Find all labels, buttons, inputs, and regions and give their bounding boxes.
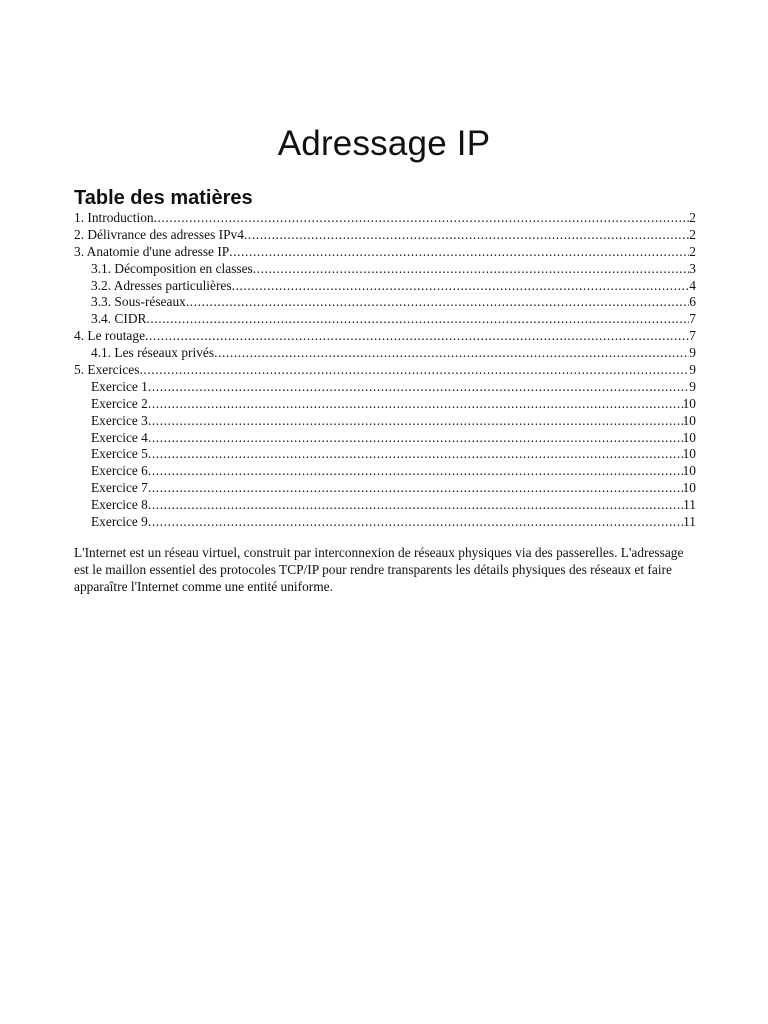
toc-dot-leader <box>139 362 689 379</box>
toc-dot-leader <box>148 463 683 480</box>
toc-dot-leader <box>148 396 683 413</box>
toc-entry-page-number: 9 <box>689 345 696 361</box>
toc-dot-leader <box>154 210 690 227</box>
toc-entry-page-number: 10 <box>682 395 696 411</box>
toc-dot-leader <box>253 261 690 278</box>
toc-entry-page-number: 9 <box>689 362 696 378</box>
toc-dot-leader <box>148 480 683 497</box>
toc-entry-page-number: 10 <box>682 480 696 496</box>
toc-entry-label: 1. Introduction <box>74 210 154 225</box>
toc-entry-page-number: 11 <box>683 497 696 513</box>
toc-entry-label: 3.2. Adresses particulières <box>91 277 232 293</box>
toc-dot-leader <box>148 514 683 531</box>
toc-entry-label: Exercice 7 <box>91 480 148 496</box>
toc-entry-page-number: 3 <box>689 260 696 276</box>
toc-dot-leader <box>244 227 689 244</box>
toc-entry-label: 2. Délivrance des adresses IPv4 <box>74 226 244 242</box>
toc-entry[interactable] <box>74 379 696 396</box>
toc-entry[interactable] <box>74 311 696 328</box>
toc-entry-page-number: 4 <box>689 277 696 293</box>
toc-dot-leader <box>148 497 683 514</box>
toc-entry[interactable] <box>74 463 696 480</box>
toc-entry-label: 3. Anatomie d'une adresse IP <box>74 243 230 259</box>
toc-entry[interactable] <box>74 514 696 531</box>
toc-entry-label: Exercice 8 <box>91 497 148 513</box>
toc-dot-leader <box>186 294 689 311</box>
toc-dot-leader <box>232 278 690 295</box>
table-of-contents <box>74 210 696 531</box>
toc-entry[interactable] <box>74 278 696 295</box>
toc-dot-leader <box>229 244 689 261</box>
toc-entry-label: Exercice 4 <box>91 429 148 445</box>
toc-entry[interactable] <box>74 261 696 278</box>
toc-entry[interactable] <box>74 210 696 227</box>
toc-entry[interactable] <box>74 430 696 447</box>
toc-entry-label: 3.1. Décomposition en classes <box>91 260 253 276</box>
toc-dot-leader <box>148 430 683 447</box>
toc-heading: Table des matières <box>74 187 253 209</box>
toc-entry-label: Exercice 5 <box>91 446 148 462</box>
toc-entry[interactable] <box>74 294 696 311</box>
toc-entry[interactable] <box>74 446 696 463</box>
toc-entry[interactable] <box>74 497 696 514</box>
toc-entry-label: 3.3. Sous-réseaux <box>91 294 186 310</box>
toc-entry[interactable] <box>74 413 696 430</box>
toc-entry[interactable] <box>74 244 696 261</box>
toc-entry-page-number: 7 <box>689 328 696 344</box>
toc-entry-page-number: 10 <box>682 446 696 462</box>
toc-entry-label: Exercice 9 <box>91 514 148 530</box>
toc-entry-page-number: 10 <box>682 429 696 445</box>
toc-entry[interactable] <box>74 227 696 244</box>
toc-entry-label: 3.4. CIDR <box>91 311 147 327</box>
toc-entry-label: 5. Exercices <box>74 362 140 378</box>
toc-entry-page-number: 11 <box>683 514 696 530</box>
toc-dot-leader <box>145 328 689 345</box>
toc-entry-page-number: 2 <box>689 243 696 259</box>
toc-entry-page-number: 2 <box>689 226 696 242</box>
toc-entry-page-number: 10 <box>682 463 696 479</box>
toc-entry-label: Exercice 6 <box>91 463 148 479</box>
toc-entry[interactable] <box>74 480 696 497</box>
toc-entry-page-number: 9 <box>689 378 696 394</box>
toc-dot-leader <box>148 413 683 430</box>
toc-entry-page-number: 10 <box>682 412 696 428</box>
toc-entry-label: 4.1. Les réseaux privés <box>91 345 215 361</box>
intro-paragraph: L'Internet est un réseau virtuel, construit par interconnexion de réseaux physiques via des passerelles. L'adressage est le maillon essentiel des protocoles TCP/IP pour rendre transparents les détails physiques des réseaux et faire apparaître l'Internet comme une entité uniforme. <box>74 545 684 594</box>
toc-entry-page-number: 2 <box>689 210 696 225</box>
toc-entry-label: Exercice 1 <box>91 378 148 394</box>
toc-entry-label: 4. Le routage <box>74 328 146 344</box>
toc-dot-leader <box>148 446 683 463</box>
toc-entry[interactable] <box>74 396 696 413</box>
toc-entry[interactable] <box>74 345 696 362</box>
toc-dot-leader <box>214 345 689 362</box>
toc-entry-page-number: 6 <box>689 294 696 310</box>
toc-dot-leader <box>148 379 689 396</box>
toc-entry-page-number: 7 <box>689 311 696 327</box>
toc-entry[interactable] <box>74 328 696 345</box>
document-title: Adressage IP <box>277 124 491 163</box>
toc-dot-leader <box>146 311 689 328</box>
toc-entry-label: Exercice 2 <box>91 395 148 411</box>
toc-entry-label: Exercice 3 <box>91 412 148 428</box>
toc-entry[interactable] <box>74 362 696 379</box>
